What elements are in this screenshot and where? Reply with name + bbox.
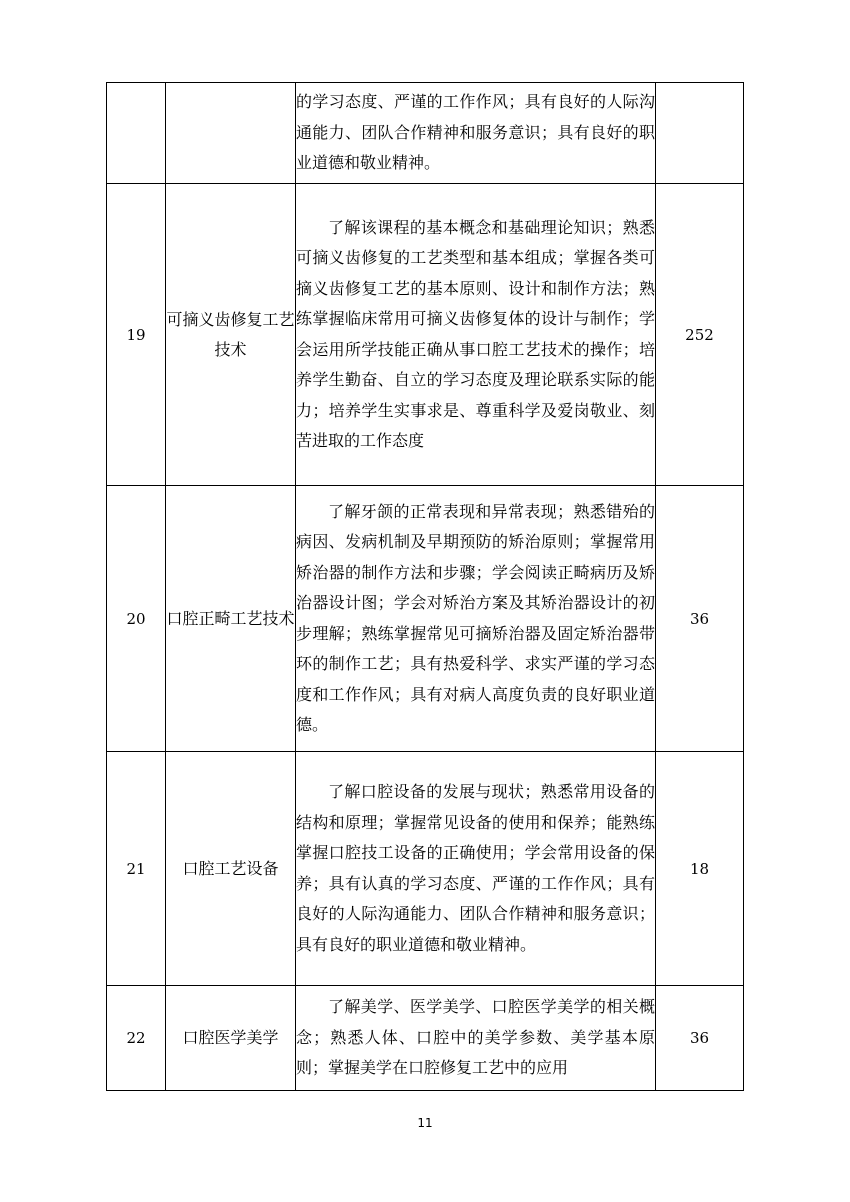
page-number: 11: [417, 1116, 433, 1130]
course-hours: 36: [656, 486, 744, 752]
course-name: 口腔医学美学: [166, 986, 296, 1091]
course-number: 22: [107, 986, 166, 1091]
course-description: 了解口腔设备的发展与现状；熟悉常用设备的结构和原理；掌握常见设备的使用和保养；能熟练掌握口腔技工设备的正确使用；学会常用设备的保养；具有认真的学习态度、严谨的工作作风；具有良好的人际沟通能力、团队合作精神和服务意识；具有良好的职业道德和敬业精神。: [296, 752, 656, 986]
table-row: [107, 752, 744, 986]
course-description: 了解牙颌的正常表现和异常表现；熟悉错殆的病因、发病机制及早期预防的矫治原则；掌握常用矫治器的制作方法和步骤；学会阅读正畸病历及矫治器设计图；学会对矫治方案及其矫治器设计的初步理解；熟练掌握常见可摘矫治器及固定矫治器带环的制作工艺；具有热爱科学、求实严谨的学习态度和工作作风；具有对病人高度负责的良好职业道德。: [296, 486, 656, 752]
course-hours: [656, 83, 744, 184]
course-hours: 252: [656, 184, 744, 486]
course-number: 19: [107, 184, 166, 486]
course-number: 21: [107, 752, 166, 986]
course-name: 口腔正畸工艺技术: [166, 486, 296, 752]
course-hours: 18: [656, 752, 744, 986]
course-number: 20: [107, 486, 166, 752]
table-row: [107, 83, 744, 184]
course-description: 的学习态度、严谨的工作作风；具有良好的人际沟通能力、团队合作精神和服务意识；具有良好的职业道德和敬业精神。: [296, 83, 656, 184]
course-description: 了解该课程的基本概念和基础理论知识；熟悉可摘义齿修复的工艺类型和基本组成；掌握各类可摘义齿修复工艺的基本原则、设计和制作方法；熟练掌握临床常用可摘义齿修复体的设计与制作；学会运用所学技能正确从事口腔工艺技术的操作；培养学生勤奋、自立的学习态度及理论联系实际的能力；培养学生实事求是、尊重科学及爱岗敬业、刻苦进取的工作态度: [296, 184, 656, 486]
course-number: [107, 83, 166, 184]
course-hours: 36: [656, 986, 744, 1091]
table-row: [107, 986, 744, 1091]
course-name: 口腔工艺设备: [166, 752, 296, 986]
course-name: [166, 83, 296, 184]
table-row: [107, 486, 744, 752]
course-description: 了解美学、医学美学、口腔医学美学的相关概念；熟悉人体、口腔中的美学参数、美学基本原则；掌握美学在口腔修复工艺中的应用: [296, 986, 656, 1091]
table-row: [107, 184, 744, 486]
course-name: 可摘义齿修复工艺技术: [166, 184, 296, 486]
curriculum-table: [106, 82, 744, 1091]
